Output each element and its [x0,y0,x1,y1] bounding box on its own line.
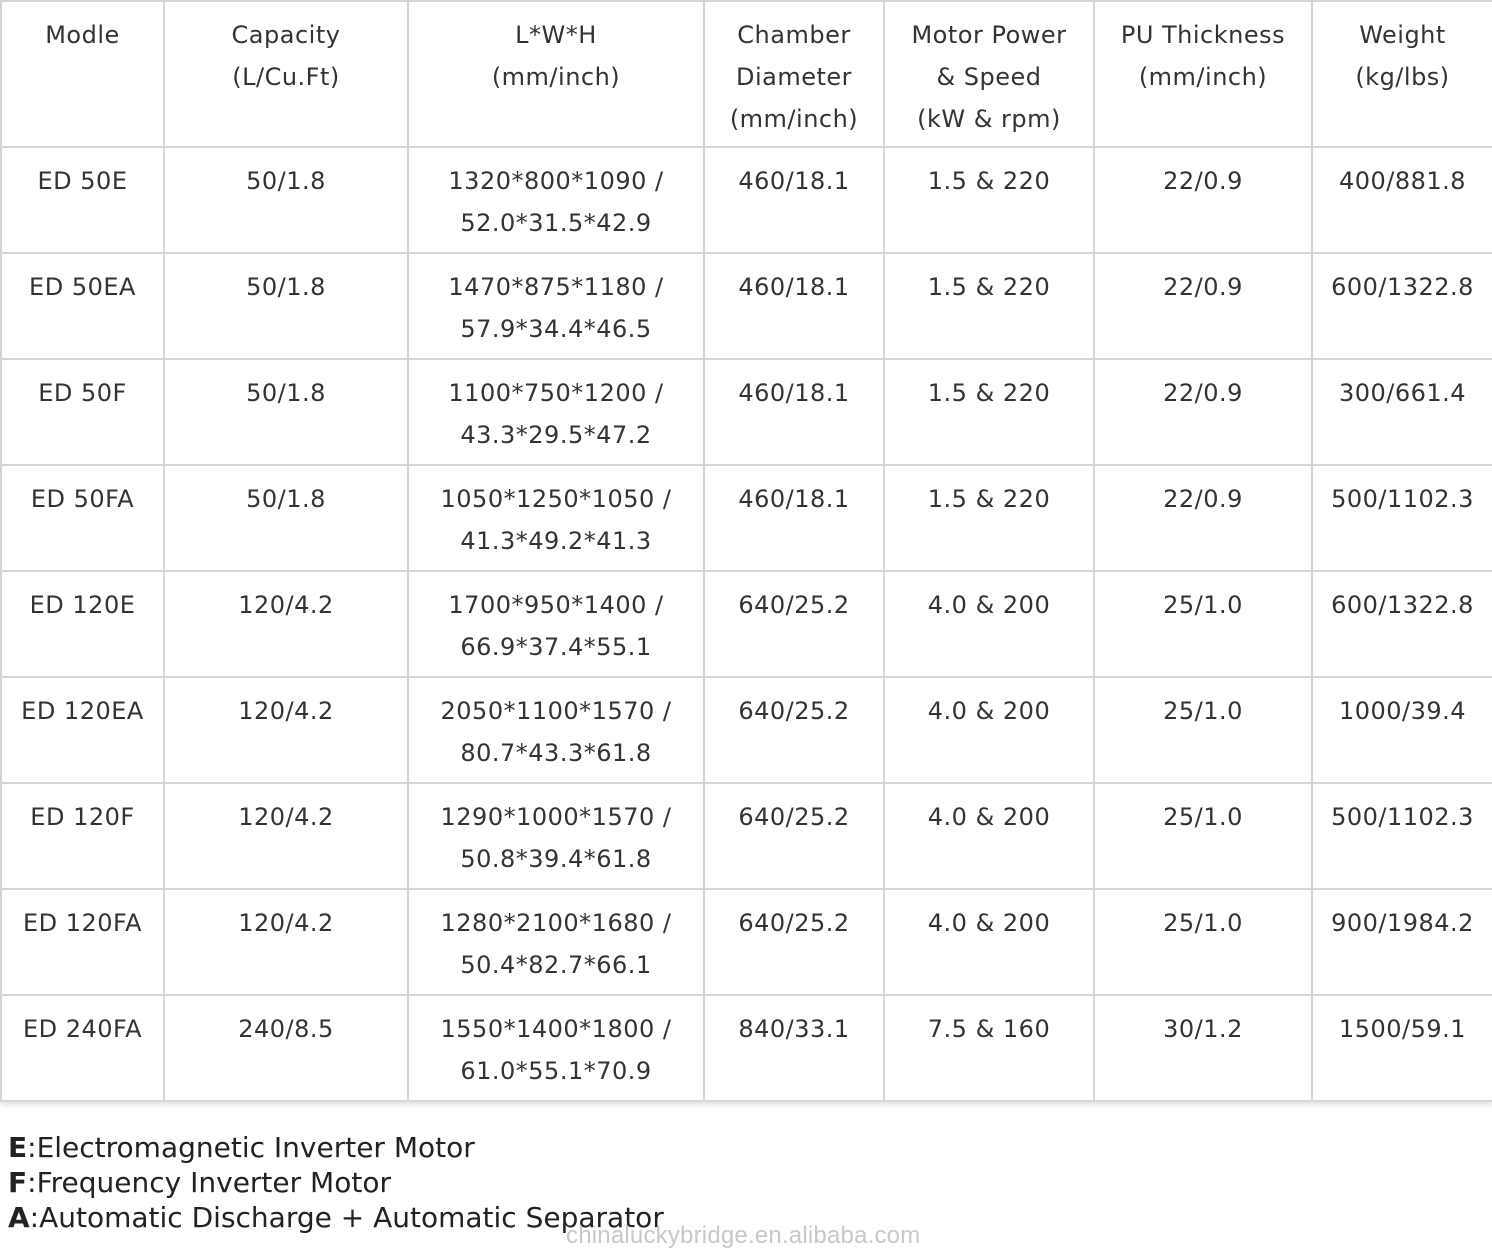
cell-chamber-diameter: 640/25.2 [704,677,884,783]
cell-pu-thickness: 22/0.9 [1094,465,1312,571]
dimensions-inch: 66.9*37.4*55.1 [460,633,652,661]
legend-text: :Electromagnetic Inverter Motor [27,1131,475,1164]
cell-capacity: 50/1.8 [164,253,408,359]
cell-model: ED 120F [1,783,164,889]
cell-weight: 400/881.8 [1312,147,1492,253]
cell-dimensions [408,677,704,783]
dimensions-mm: 1290*1000*1570 / [440,803,672,831]
cell-motor-power-speed: 4.0 & 200 [884,677,1094,783]
cell-model: ED 120E [1,571,164,677]
cell-weight: 900/1984.2 [1312,889,1492,995]
dimensions-mm: 1320*800*1090 / [448,167,664,195]
dimensions-mm: 2050*1100*1570 / [440,697,672,725]
cell-capacity: 50/1.8 [164,147,408,253]
cell-capacity: 120/4.2 [164,677,408,783]
cell-model: ED 50FA [1,465,164,571]
cell-weight: 500/1102.3 [1312,465,1492,571]
cell-pu-thickness: 22/0.9 [1094,359,1312,465]
header-capacity: Capacity (L/Cu.Ft) [164,1,408,147]
header-model: Modle [1,1,164,147]
header-motor-power-speed: Motor Power & Speed (kW & rpm) [884,1,1094,147]
legend-text: :Frequency Inverter Motor [27,1166,391,1199]
cell-chamber-diameter: 460/18.1 [704,359,884,465]
cell-weight: 1000/39.4 [1312,677,1492,783]
legend-item-f [8,1165,664,1200]
dimensions-mm: 1100*750*1200 / [448,379,664,407]
cell-model: ED 120FA [1,889,164,995]
table-header [1,1,1492,147]
cell-model: ED 50EA [1,253,164,359]
header-weight: Weight (kg/lbs) [1312,1,1492,147]
cell-weight: 1500/59.1 [1312,995,1492,1101]
cell-chamber-diameter: 460/18.1 [704,465,884,571]
cell-pu-thickness: 25/1.0 [1094,571,1312,677]
dimensions-inch: 43.3*29.5*47.2 [460,421,652,449]
cell-weight: 500/1102.3 [1312,783,1492,889]
table-row [1,889,1492,995]
cell-capacity: 120/4.2 [164,889,408,995]
dimensions-mm: 1050*1250*1050 / [440,485,672,513]
cell-chamber-diameter: 460/18.1 [704,253,884,359]
cell-pu-thickness: 25/1.0 [1094,783,1312,889]
dimensions-inch: 61.0*55.1*70.9 [460,1057,652,1085]
dimensions-mm: 1470*875*1180 / [448,273,664,301]
table-body [1,147,1492,1101]
cell-capacity: 120/4.2 [164,571,408,677]
cell-capacity: 50/1.8 [164,359,408,465]
cell-chamber-diameter: 460/18.1 [704,147,884,253]
cell-pu-thickness: 22/0.9 [1094,253,1312,359]
watermark: chinaluckybridge.en.alibaba.com [566,1222,921,1249]
legend [8,1130,664,1235]
dimensions-inch: 52.0*31.5*42.9 [460,209,652,237]
dimensions-inch: 80.7*43.3*61.8 [460,739,652,767]
cell-motor-power-speed: 4.0 & 200 [884,889,1094,995]
cell-weight: 600/1322.8 [1312,253,1492,359]
legend-key: E [8,1131,28,1164]
table-row [1,571,1492,677]
table-row [1,253,1492,359]
cell-capacity: 240/8.5 [164,995,408,1101]
legend-key: F [8,1166,28,1199]
cell-motor-power-speed: 1.5 & 220 [884,359,1094,465]
header-chamber-diameter: Chamber Diameter (mm/inch) [704,1,884,147]
cell-pu-thickness: 22/0.9 [1094,147,1312,253]
legend-key: A [8,1201,30,1234]
cell-weight: 600/1322.8 [1312,571,1492,677]
cell-weight: 300/661.4 [1312,359,1492,465]
cell-dimensions [408,995,704,1101]
cell-motor-power-speed: 1.5 & 220 [884,465,1094,571]
cell-chamber-diameter: 640/25.2 [704,889,884,995]
cell-motor-power-speed: 1.5 & 220 [884,253,1094,359]
dimensions-mm: 1280*2100*1680 / [440,909,672,937]
cell-model: ED 240FA [1,995,164,1101]
cell-dimensions [408,147,704,253]
table-row [1,465,1492,571]
dimensions-mm: 1700*950*1400 / [448,591,664,619]
dimensions-inch: 50.4*82.7*66.1 [460,951,652,979]
cell-motor-power-speed: 4.0 & 200 [884,783,1094,889]
cell-model: ED 50E [1,147,164,253]
cell-pu-thickness: 25/1.0 [1094,889,1312,995]
table-row [1,359,1492,465]
header-row [1,1,1492,147]
cell-chamber-diameter: 840/33.1 [704,995,884,1101]
cell-motor-power-speed: 1.5 & 220 [884,147,1094,253]
table-row [1,147,1492,253]
table-row [1,677,1492,783]
cell-dimensions [408,783,704,889]
cell-capacity: 120/4.2 [164,783,408,889]
table-row [1,783,1492,889]
cell-dimensions [408,571,704,677]
cell-chamber-diameter: 640/25.2 [704,571,884,677]
cell-model: ED 50F [1,359,164,465]
cell-motor-power-speed: 7.5 & 160 [884,995,1094,1101]
cell-motor-power-speed: 4.0 & 200 [884,571,1094,677]
legend-text: :Automatic Discharge + Automatic Separator [29,1201,664,1234]
dimensions-inch: 57.9*34.4*46.5 [460,315,652,343]
table-row [1,995,1492,1101]
cell-pu-thickness: 30/1.2 [1094,995,1312,1101]
cell-dimensions [408,359,704,465]
cell-chamber-diameter: 640/25.2 [704,783,884,889]
header-pu-thickness: PU Thickness (mm/inch) [1094,1,1312,147]
cell-model: ED 120EA [1,677,164,783]
cell-dimensions [408,889,704,995]
cell-capacity: 50/1.8 [164,465,408,571]
dimensions-inch: 41.3*49.2*41.3 [460,527,652,555]
cell-dimensions [408,465,704,571]
header-dimensions: L*W*H (mm/inch) [408,1,704,147]
cell-pu-thickness: 25/1.0 [1094,677,1312,783]
cell-dimensions [408,253,704,359]
dimensions-mm: 1550*1400*1800 / [440,1015,672,1043]
dimensions-inch: 50.8*39.4*61.8 [460,845,652,873]
legend-item-e [8,1130,664,1165]
